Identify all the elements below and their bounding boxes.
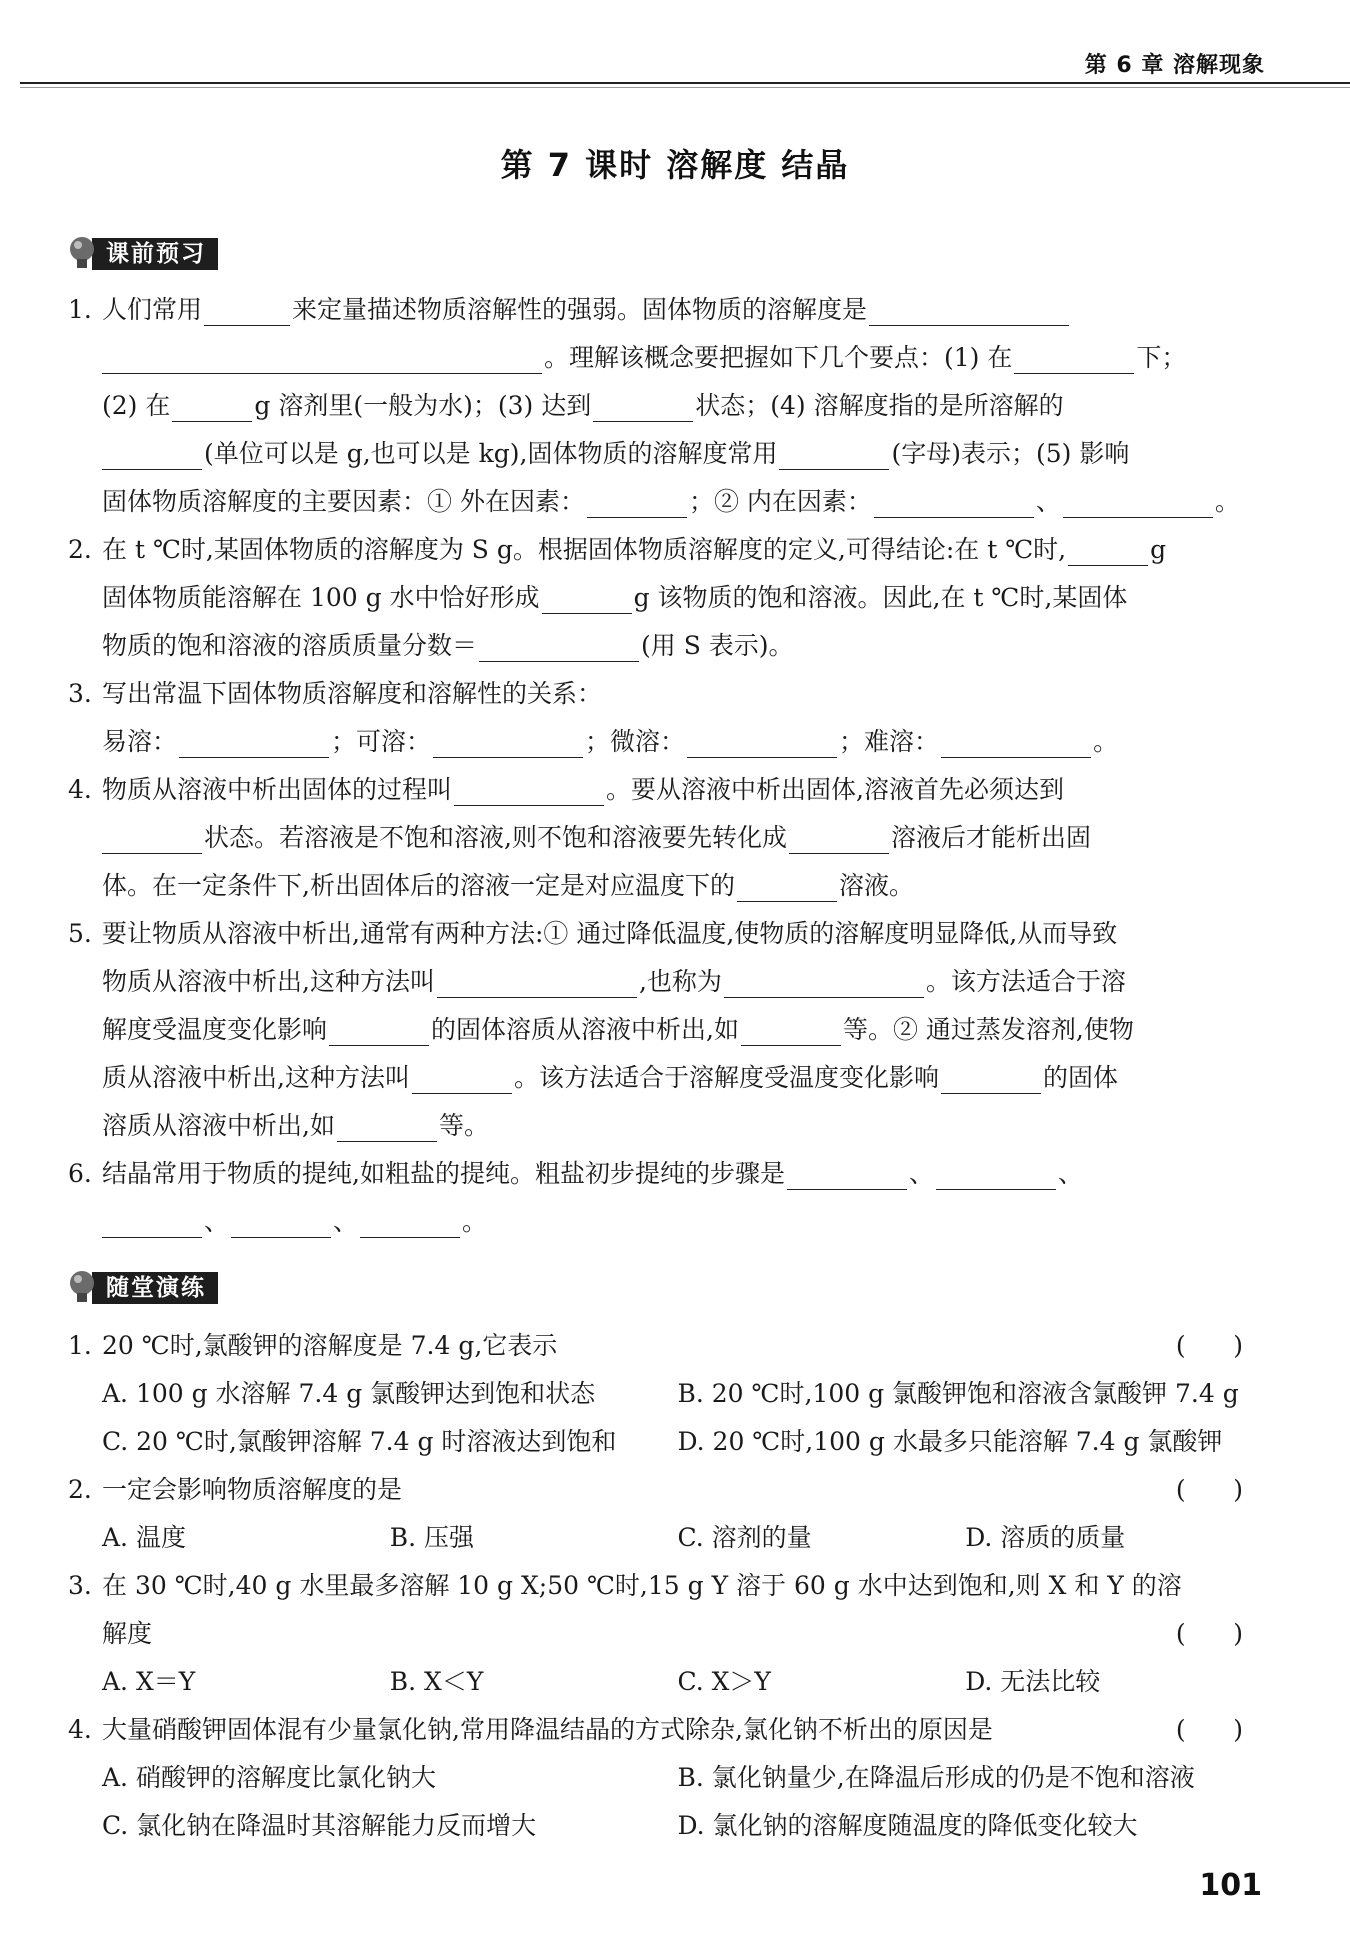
answer-blank[interactable] xyxy=(874,487,1034,518)
answer-parentheses[interactable]: ( ) xyxy=(1175,1331,1243,1360)
header-rule-thin xyxy=(20,87,1350,88)
option-c[interactable]: C. 氯化钠在降温时其溶解能力反而增大 xyxy=(102,1811,537,1840)
section-title: 随堂演练 xyxy=(92,1272,218,1304)
answer-blank[interactable] xyxy=(172,391,252,422)
practice-question-2: 2. 一定会影响物质溶解度的是 ( ) A. 温度 B. 压强 C. 溶剂的量 D. 溶质的质量 xyxy=(68,1466,1253,1562)
answer-blank[interactable] xyxy=(593,391,693,422)
option-b[interactable]: B. 20 ℃时,100 g 氯酸钾饱和溶液含氯酸钾 7.4 g xyxy=(677,1379,1239,1408)
answer-blank[interactable] xyxy=(941,1063,1041,1094)
answer-blank[interactable] xyxy=(542,583,632,614)
answer-blank[interactable] xyxy=(724,967,924,998)
practice-question-4: 4. 大量硝酸钾固体混有少量氯化钠,常用降温结晶的方式除杂,氯化钠不析出的原因是 ( ) A. 硝酸钾的溶解度比氯化钠大 B. 氯化钠量少,在降温后形成的仍是不饱和溶液 C. 氯化钠在降温时其溶解能力反而增大 D. 氯化钠的溶解度随温度的降低变化较大 xyxy=(68,1706,1253,1850)
answer-blank[interactable] xyxy=(479,631,639,662)
option-d[interactable]: D. 氯化钠的溶解度随温度的降低变化较大 xyxy=(677,1811,1138,1840)
option-d[interactable]: D. 溶质的质量 xyxy=(965,1523,1126,1552)
practice-question-1: 1. 20 ℃时,氯酸钾的溶解度是 7.4 g,它表示 ( ) A. 100 g 水溶解 7.4 g 氯酸钾达到饱和状态 B. 20 ℃时,100 g 氯酸钾饱和溶液含氯酸钾 7.4 g C. 20 ℃时,氯酸钾溶解 7.4 g 时溶液达到饱和 D. 20 ℃时,100 g 水最多只能溶解 7.4 g 氯酸钾 xyxy=(68,1322,1253,1466)
question-number: 1. xyxy=(68,295,92,324)
option-d[interactable]: D. 20 ℃时,100 g 水最多只能溶解 7.4 g 氯酸钾 xyxy=(677,1427,1223,1456)
answer-blank[interactable] xyxy=(454,775,604,806)
question-number: 4. xyxy=(68,775,92,804)
answer-blank[interactable] xyxy=(102,439,202,470)
option-b[interactable]: B. 压强 xyxy=(389,1523,475,1552)
answer-blank[interactable] xyxy=(102,823,202,854)
answer-blank[interactable] xyxy=(687,727,837,758)
section-practice-badge xyxy=(68,1270,218,1306)
question-number: 3. xyxy=(68,679,92,708)
question-number: 2. xyxy=(68,535,92,564)
lightbulb-icon xyxy=(68,1270,96,1306)
answer-blank[interactable] xyxy=(433,727,583,758)
page-number: 101 xyxy=(1199,1868,1262,1903)
question-number: 1. xyxy=(68,1331,92,1360)
option-b[interactable]: B. X＜Y xyxy=(389,1667,484,1696)
answer-blank[interactable] xyxy=(102,343,542,374)
answer-parentheses[interactable]: ( ) xyxy=(1175,1619,1243,1648)
preview-question-1: 1. 人们常用 来定量描述物质溶解性的强弱。固体物质的溶解度是 。理解该概念要把握如下几个要点：(1) 在 下； (2) 在 g 溶剂里(一般为水)；(3) 达到 状态；(4) 溶解度指的是所溶解的 (单位可以是 g,也可以是 kg),固体物质的溶解度常用 (字母)表示；(5) 影响 固体物质溶解度的主要因素：① 外在因素： ；② 内在因素： 、 。 xyxy=(68,286,1253,526)
header-rule xyxy=(20,82,1350,84)
preview-question-6: 6. 结晶常用于物质的提纯,如粗盐的提纯。粗盐初步提纯的步骤是 、 、 、 、 。 xyxy=(68,1150,1253,1246)
option-b[interactable]: B. 氯化钠量少,在降温后形成的仍是不饱和溶液 xyxy=(677,1763,1195,1792)
practice-question-3: 3. 在 30 ℃时,40 g 水里最多溶解 10 g X;50 ℃时,15 g Y 溶于 60 g 水中达到饱和,则 X 和 Y 的溶 解度 ( ) A. X＝Y B. X＜Y C. X＞Y D. 无法比较 xyxy=(68,1562,1253,1706)
answer-blank[interactable] xyxy=(231,1207,331,1238)
preview-question-4: 4. 物质从溶液中析出固体的过程叫 。要从溶液中析出固体,溶液首先必须达到 状态。若溶液是不饱和溶液,则不饱和溶液要先转化成 溶液后才能析出固 体。在一定条件下,析出固体后的溶液一定是对应温度下的 溶液。 xyxy=(68,766,1253,910)
answer-blank[interactable] xyxy=(869,295,1069,326)
chapter-header: 第 6 章 溶解现象 xyxy=(1084,53,1265,78)
answer-blank[interactable] xyxy=(179,727,329,758)
option-d[interactable]: D. 无法比较 xyxy=(965,1667,1101,1696)
section-title: 课前预习 xyxy=(92,238,218,270)
answer-blank[interactable] xyxy=(437,967,637,998)
answer-blank[interactable] xyxy=(204,295,290,326)
preview-question-5: 5. 要让物质从溶液中析出,通常有两种方法:① 通过降低温度,使物质的溶解度明显降低,从而导致 物质从溶液中析出,这种方法叫 ,也称为 。该方法适合于溶 解度受温度变化影响 的固体溶质从溶液中析出,如 等。② 通过蒸发溶剂,使物 质从溶液中析出,这种方法叫 。该方法适合于溶解度受温度变化影响 的固体 溶质从溶液中析出,如 等。 xyxy=(68,910,1253,1150)
lightbulb-icon xyxy=(68,236,96,272)
answer-parentheses[interactable]: ( ) xyxy=(1175,1715,1243,1744)
preview-question-3: 3. 写出常温下固体物质溶解度和溶解性的关系： 易溶： ；可溶： ；微溶： ；难溶： 。 xyxy=(68,670,1253,766)
answer-blank[interactable] xyxy=(412,1063,512,1094)
answer-blank[interactable] xyxy=(1068,535,1148,566)
answer-blank[interactable] xyxy=(1014,343,1134,374)
option-a[interactable]: A. X＝Y xyxy=(102,1667,196,1696)
question-number: 5. xyxy=(68,919,92,948)
answer-blank[interactable] xyxy=(941,727,1091,758)
question-number: 3. xyxy=(68,1571,92,1600)
answer-blank[interactable] xyxy=(741,1015,841,1046)
answer-blank[interactable] xyxy=(789,823,889,854)
option-c[interactable]: C. 溶剂的量 xyxy=(677,1523,812,1552)
answer-blank[interactable] xyxy=(337,1111,437,1142)
answer-blank[interactable] xyxy=(329,1015,429,1046)
option-a[interactable]: A. 硝酸钾的溶解度比氯化钠大 xyxy=(102,1763,436,1792)
option-c[interactable]: C. X＞Y xyxy=(677,1667,771,1696)
option-c[interactable]: C. 20 ℃时,氯酸钾溶解 7.4 g 时溶液达到饱和 xyxy=(102,1427,617,1456)
preview-question-2: 2. 在 t ℃时,某固体物质的溶解度为 S g。根据固体物质溶解度的定义,可得结论:在 t ℃时, g 固体物质能溶解在 100 g 水中恰好形成 g 该物质的饱和溶液。因此,在 t ℃时,某固体 物质的饱和溶液的溶质质量分数＝ (用 S 表示)。 xyxy=(68,526,1253,670)
answer-blank[interactable] xyxy=(1063,487,1213,518)
answer-blank[interactable] xyxy=(360,1207,460,1238)
answer-blank[interactable] xyxy=(737,871,837,902)
lesson-title: 第 7 课时 溶解度 结晶 xyxy=(500,146,850,184)
question-number: 2. xyxy=(68,1475,92,1504)
question-number: 4. xyxy=(68,1715,92,1744)
answer-blank[interactable] xyxy=(787,1159,907,1190)
answer-blank[interactable] xyxy=(936,1159,1056,1190)
question-number: 6. xyxy=(68,1159,92,1188)
section-preview-badge xyxy=(68,236,218,272)
option-a[interactable]: A. 温度 xyxy=(102,1523,186,1552)
option-a[interactable]: A. 100 g 水溶解 7.4 g 氯酸钾达到饱和状态 xyxy=(102,1379,596,1408)
answer-blank[interactable] xyxy=(779,439,889,470)
answer-blank[interactable] xyxy=(102,1207,202,1238)
answer-blank[interactable] xyxy=(587,487,687,518)
answer-parentheses[interactable]: ( ) xyxy=(1175,1475,1243,1504)
